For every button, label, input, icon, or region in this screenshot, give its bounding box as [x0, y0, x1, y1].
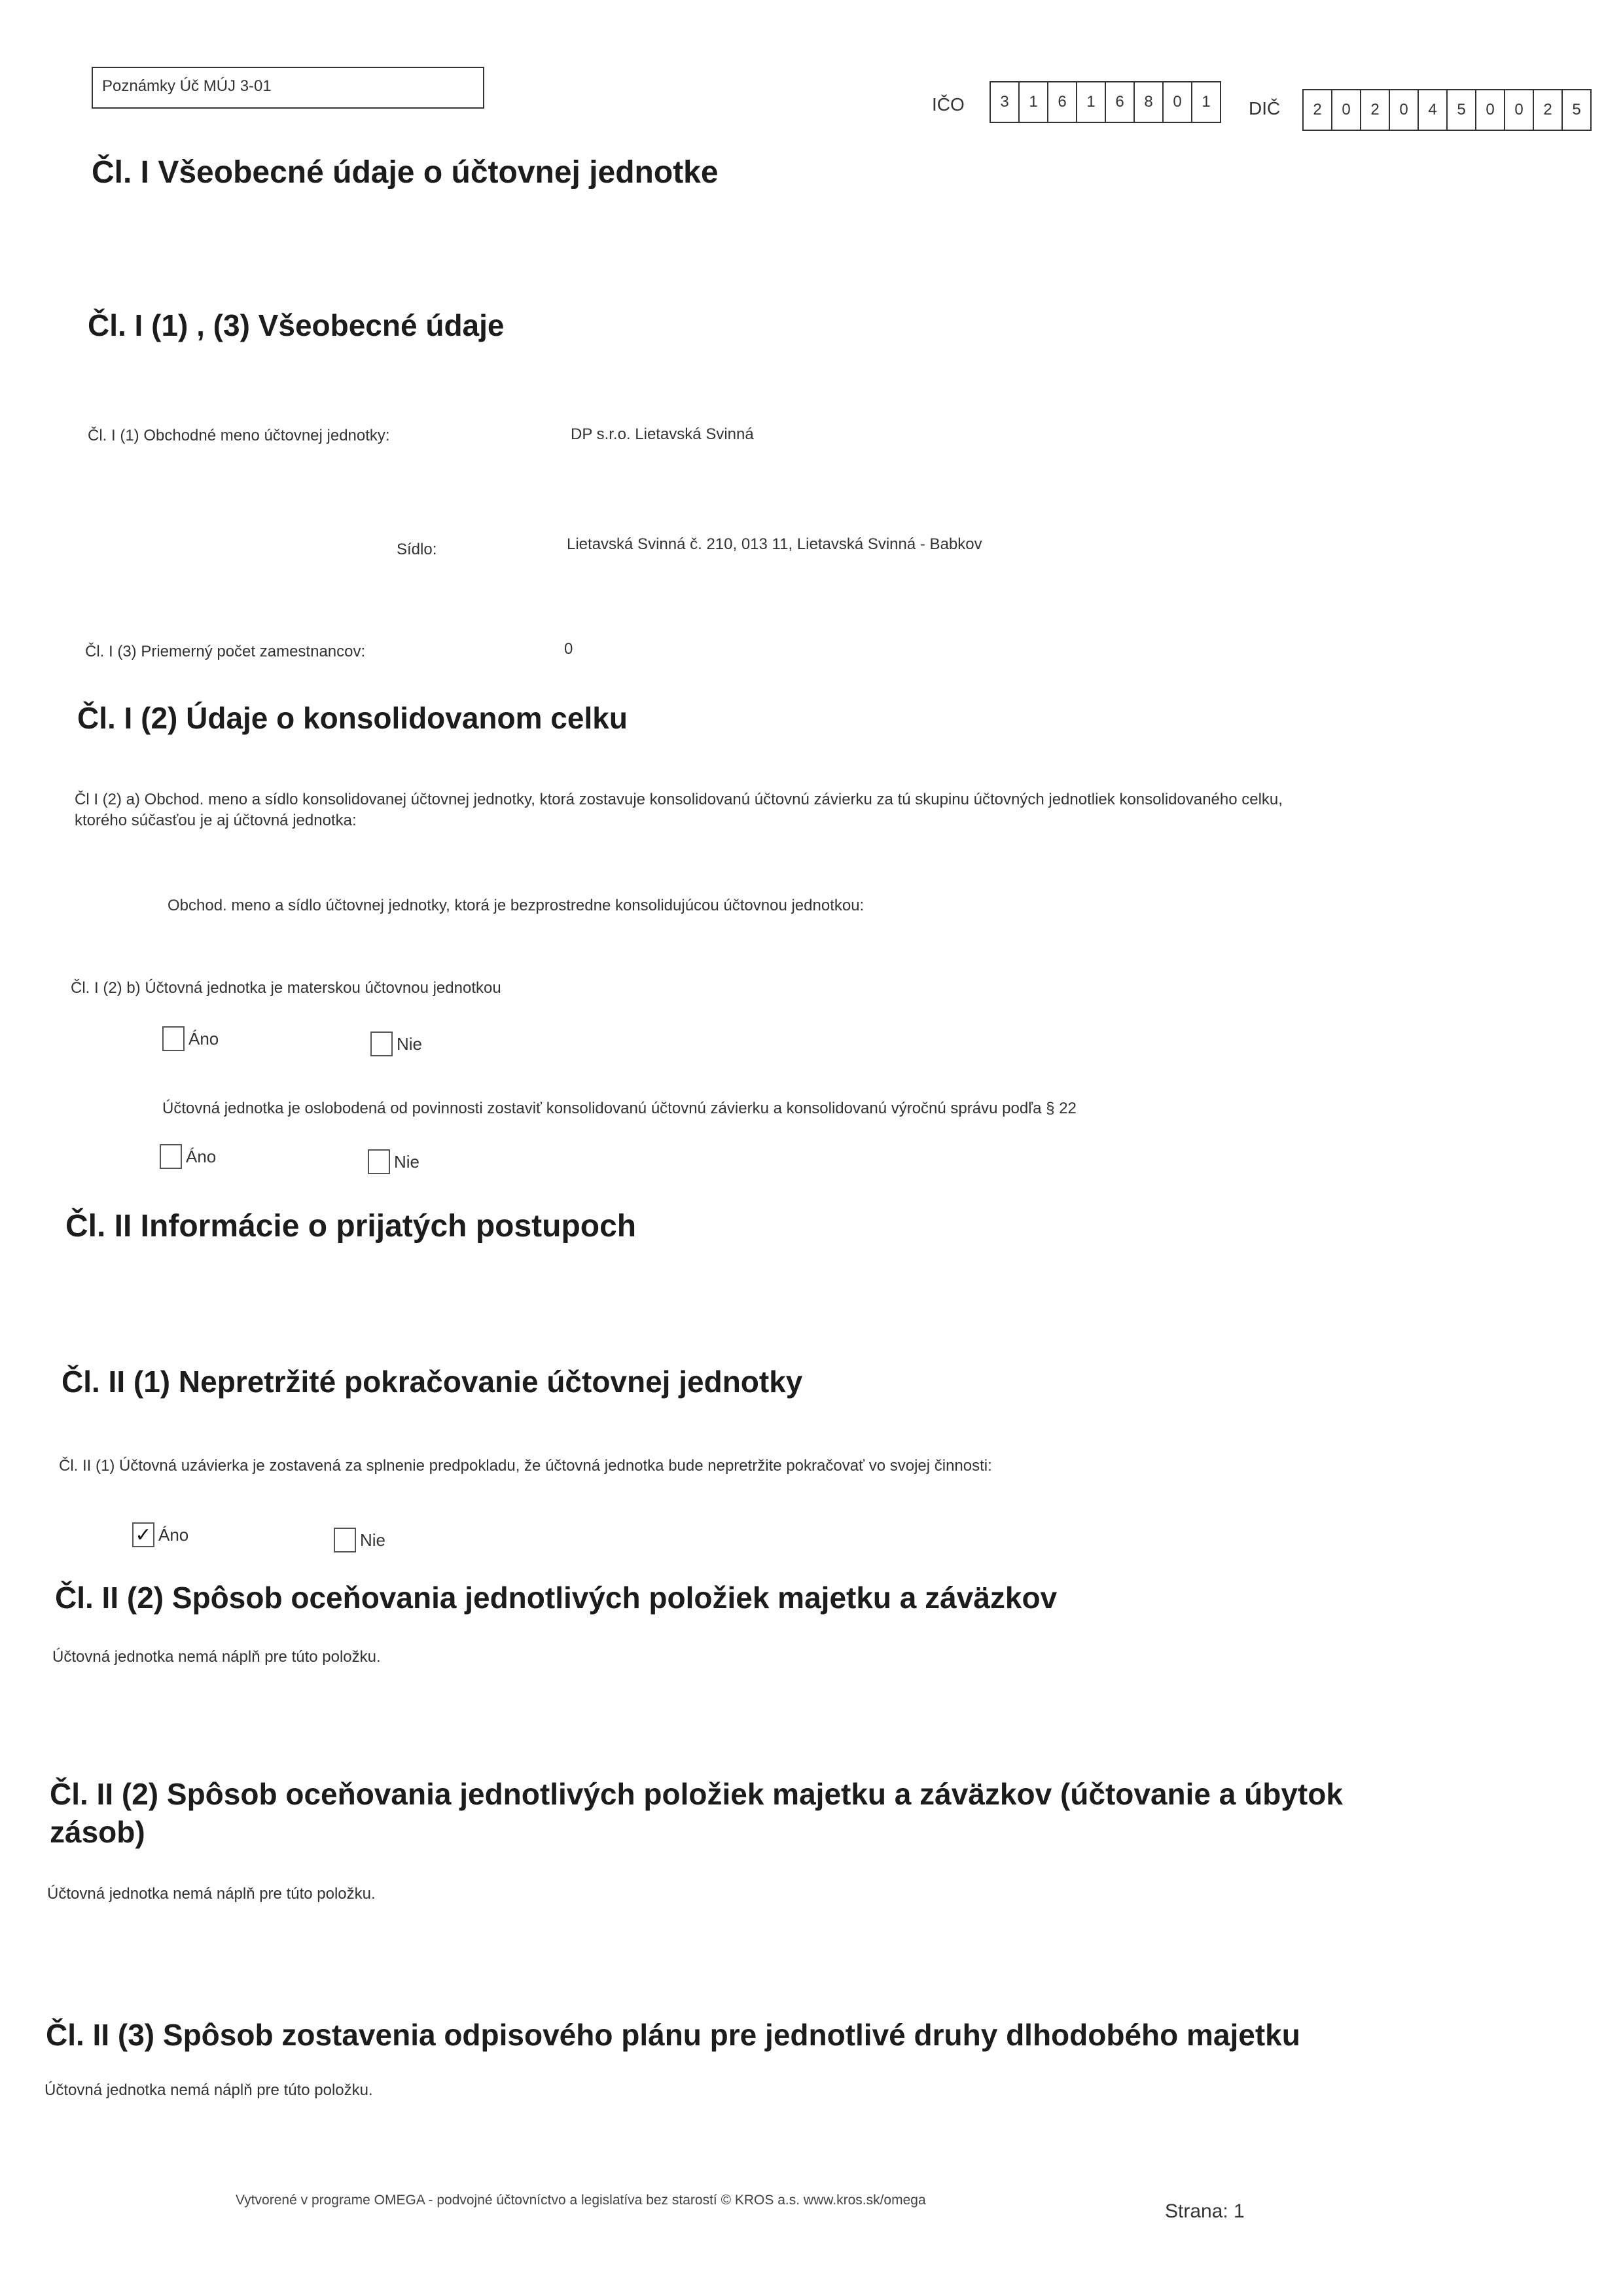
section-2-2b-title: Čl. II (2) Spôsob oceňovania jednotlivých položiek majetku a záväzkov (účtovanie a úbytok [50, 1777, 1343, 1811]
employees-value: 0 [564, 640, 573, 658]
checkbox-empty[interactable] [368, 1149, 390, 1174]
ico-label: IČO [932, 94, 965, 115]
ico-field [990, 81, 1221, 123]
digit-cell: 5 [1572, 101, 1581, 118]
parent-entity-no[interactable]: Nie [370, 1031, 422, 1056]
dic-field [1302, 89, 1592, 131]
check-icon[interactable]: ✓ [132, 1522, 154, 1547]
digit-cell: 0 [1505, 90, 1534, 130]
company-name-label: Čl. I (1) Obchodné meno účtovnej jednotky: [88, 427, 390, 444]
exemption-no[interactable]: Nie [368, 1149, 419, 1174]
checkbox-empty[interactable] [334, 1528, 356, 1552]
section-2-3-title: Čl. II (3) Spôsob zostavenia odpisového plánu pre jednotlivé druhy dlhodobého majetku [46, 2018, 1300, 2052]
checkbox-empty[interactable] [370, 1031, 393, 1056]
section-1-title: Čl. I Všeobecné údaje o účtovnej jednotke [92, 155, 719, 190]
digit-cell: 2 [1361, 90, 1390, 130]
digit-cell: 6 [1048, 82, 1077, 122]
going-concern-no[interactable]: Nie [334, 1528, 385, 1552]
section-1-2-title: Čl. I (2) Údaje o konsolidovanom celku [77, 701, 628, 735]
company-name-value: DP s.r.o. Lietavská Svinná [571, 425, 754, 443]
digit-cell: 1 [1020, 82, 1048, 122]
going-concern-yes[interactable]: ✓ Áno [132, 1522, 188, 1547]
digit-cell: 2 [1534, 90, 1563, 130]
section-2-2-text: Účtovná jednotka nemá náplň pre túto položku. [52, 1648, 381, 1666]
checkbox-empty[interactable] [162, 1026, 185, 1051]
page-number: Strana: 1 [1165, 2200, 1245, 2222]
consolidated-entity-label: Čl I (2) a) Obchod. meno a sídlo konsolidovanej účtovnej jednotky, ktorá zostavuje konsolidovanú účtovnú závierku za tú skupinu účtovných jednotliek konsolidovaného celku, [75, 791, 1283, 808]
digit-cell: 3 [991, 82, 1020, 122]
employees-label: Čl. I (3) Priemerný počet zamestnancov: [85, 643, 366, 660]
digit-cell: 0 [1332, 90, 1361, 130]
digit-cell: 2 [1304, 90, 1332, 130]
digit-cell: 8 [1135, 82, 1164, 122]
section-2-2-title: Čl. II (2) Spôsob oceňovania jednotlivých položiek majetku a záväzkov [55, 1581, 1058, 1615]
digit-cell: 0 [1390, 90, 1419, 130]
form-label: Poznámky Úč MÚJ 3-01 [92, 67, 484, 109]
parent-entity-yes[interactable]: Áno [162, 1026, 219, 1051]
parent-entity-label: Čl. I (2) b) Účtovná jednotka je materskou účtovnou jednotkou [71, 979, 501, 997]
digit-cell: 1 [1077, 82, 1106, 122]
exemption-label: Účtovná jednotka je oslobodená od povinnosti zostaviť konsolidovanú účtovnú závierku a konsolidovanú výročnú správu podľa § 22 [162, 1100, 1077, 1117]
section-2-title: Čl. II Informácie o prijatých postupoch [65, 1209, 637, 1244]
digit-cell: 4 [1419, 90, 1448, 130]
section-2-2b-text: Účtovná jednotka nemá náplň pre túto položku. [47, 1885, 376, 1903]
consolidated-entity-label-cont: ktorého súčasťou je aj účtovná jednotka: [75, 812, 357, 829]
going-concern-label: Čl. II (1) Účtovná uzávierka je zostavená za splnenie predpokladu, že účtovná jednotka bude nepretržite pokračovať vo svojej činnosti: [59, 1457, 992, 1475]
exemption-yes[interactable]: Áno [160, 1144, 216, 1169]
footer-text: Vytvorené v programe OMEGA - podvojné účtovníctvo a legislatíva bez starostí © KROS a.s. www.kros.sk/omega [236, 2193, 926, 2208]
section-2-1-title: Čl. II (1) Nepretržité pokračovanie účtovnej jednotky [62, 1365, 803, 1399]
direct-consolidator-label: Obchod. meno a sídlo účtovnej jednotky, ktorá je bezprostredne konsolidujúcou účtovnou jednotkou: [168, 897, 865, 914]
section-2-2b-title-cont: zásob) [50, 1815, 145, 1849]
seat-label: Sídlo: [397, 541, 437, 558]
section-1-1-3-title: Čl. I (1) , (3) Všeobecné údaje [88, 308, 505, 342]
dic-label: DIČ [1249, 98, 1281, 118]
seat-value: Lietavská Svinná č. 210, 013 11, Lietavská Svinná - Babkov [567, 535, 982, 553]
digit-cell: 1 [1202, 93, 1211, 111]
digit-cell: 0 [1164, 82, 1192, 122]
digit-cell: 5 [1448, 90, 1476, 130]
digit-cell: 0 [1476, 90, 1505, 130]
section-2-3-text: Účtovná jednotka nemá náplň pre túto položku. [45, 2081, 373, 2099]
checkbox-empty[interactable] [160, 1144, 182, 1169]
digit-cell: 6 [1106, 82, 1135, 122]
